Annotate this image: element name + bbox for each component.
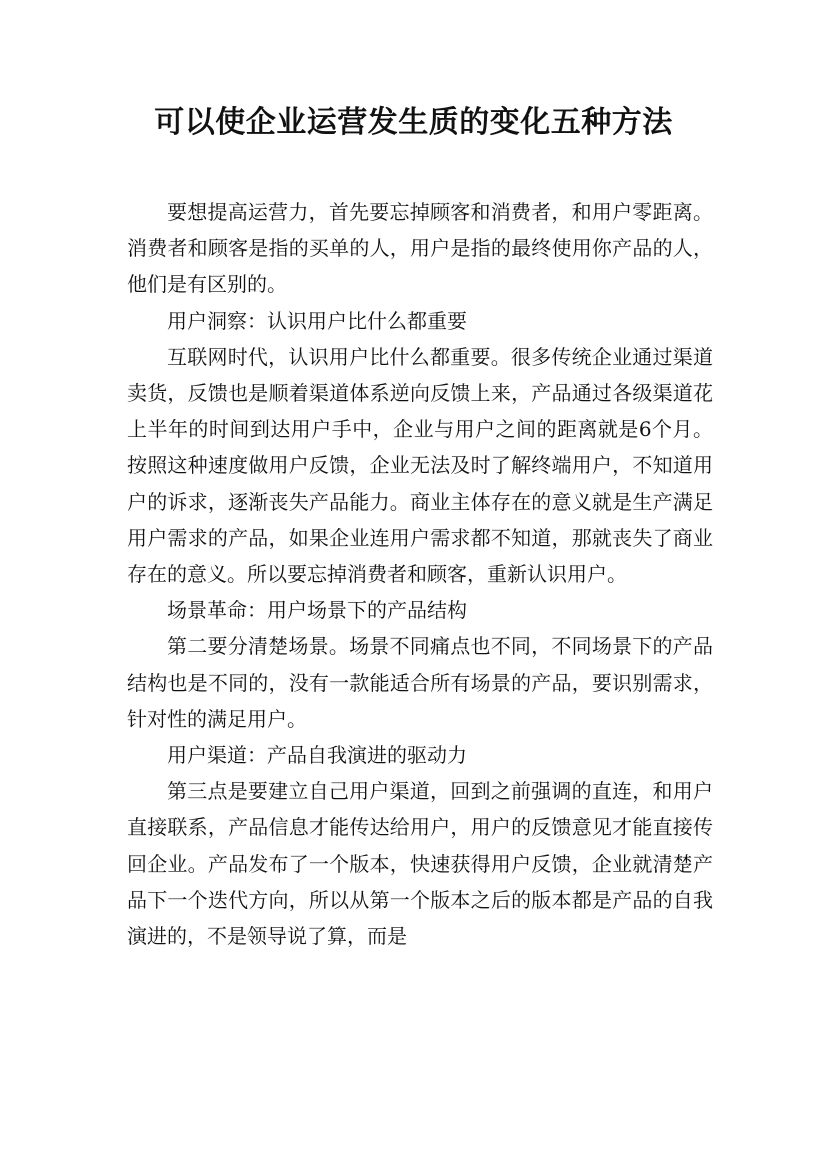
- section-heading-user-insight: 用户洞察：认识用户比什么都重要: [167, 308, 467, 333]
- document-title: 可以使企业运营发生质的变化五种方法: [154, 105, 673, 140]
- paragraph-user-insight: 互联网时代，认识用户比什么都重要。很多传统企业通过渠道卖货，反馈也是顺着渠道体系逆向反馈上来，产品通过各级渠道花上半年的时间到达用户手中，企业与用户之间的距离就是6个月。按照这种速度做用户反馈，企业无法及时了解终端用户，不知道用户的诉求，逐渐丧失产品能力。商业主体存在的意义就是生产满足用户需求的产品，如果企业连用户需求都不知道，那就丧失了商业存在的意义。所以要忘掉消费者和顾客，重新认识用户。: [127, 344, 713, 587]
- document-body: [127, 194, 713, 954]
- section-heading-scene-revolution: 场景革命：用户场景下的产品结构: [167, 598, 467, 623]
- section-heading-user-channel: 用户渠道：产品自我演进的驱动力: [167, 743, 467, 768]
- paragraph-user-channel: 第三点是要建立自己用户渠道，回到之前强调的直连，和用户直接联系，产品信息才能传达给用户，用户的反馈意见才能直接传回企业。产品发布了一个版本，快速获得用户反馈，企业就清楚产品下一个迭代方向，所以从第一个版本之后的版本都是产品的自我演进的，不是领导说了算，而是: [127, 779, 713, 949]
- paragraph-intro: 要想提高运营力，首先要忘掉顾客和消费者，和用户零距离。消费者和顾客是指的买单的人，用户是指的最终使用你产品的人，他们是有区别的。: [127, 200, 713, 297]
- paragraph-scene-revolution: 第二要分清楚场景。场景不同痛点也不同，不同场景下的产品结构也是不同的，没有一款能适合所有场景的产品，要识别需求，针对性的满足用户。: [127, 634, 713, 731]
